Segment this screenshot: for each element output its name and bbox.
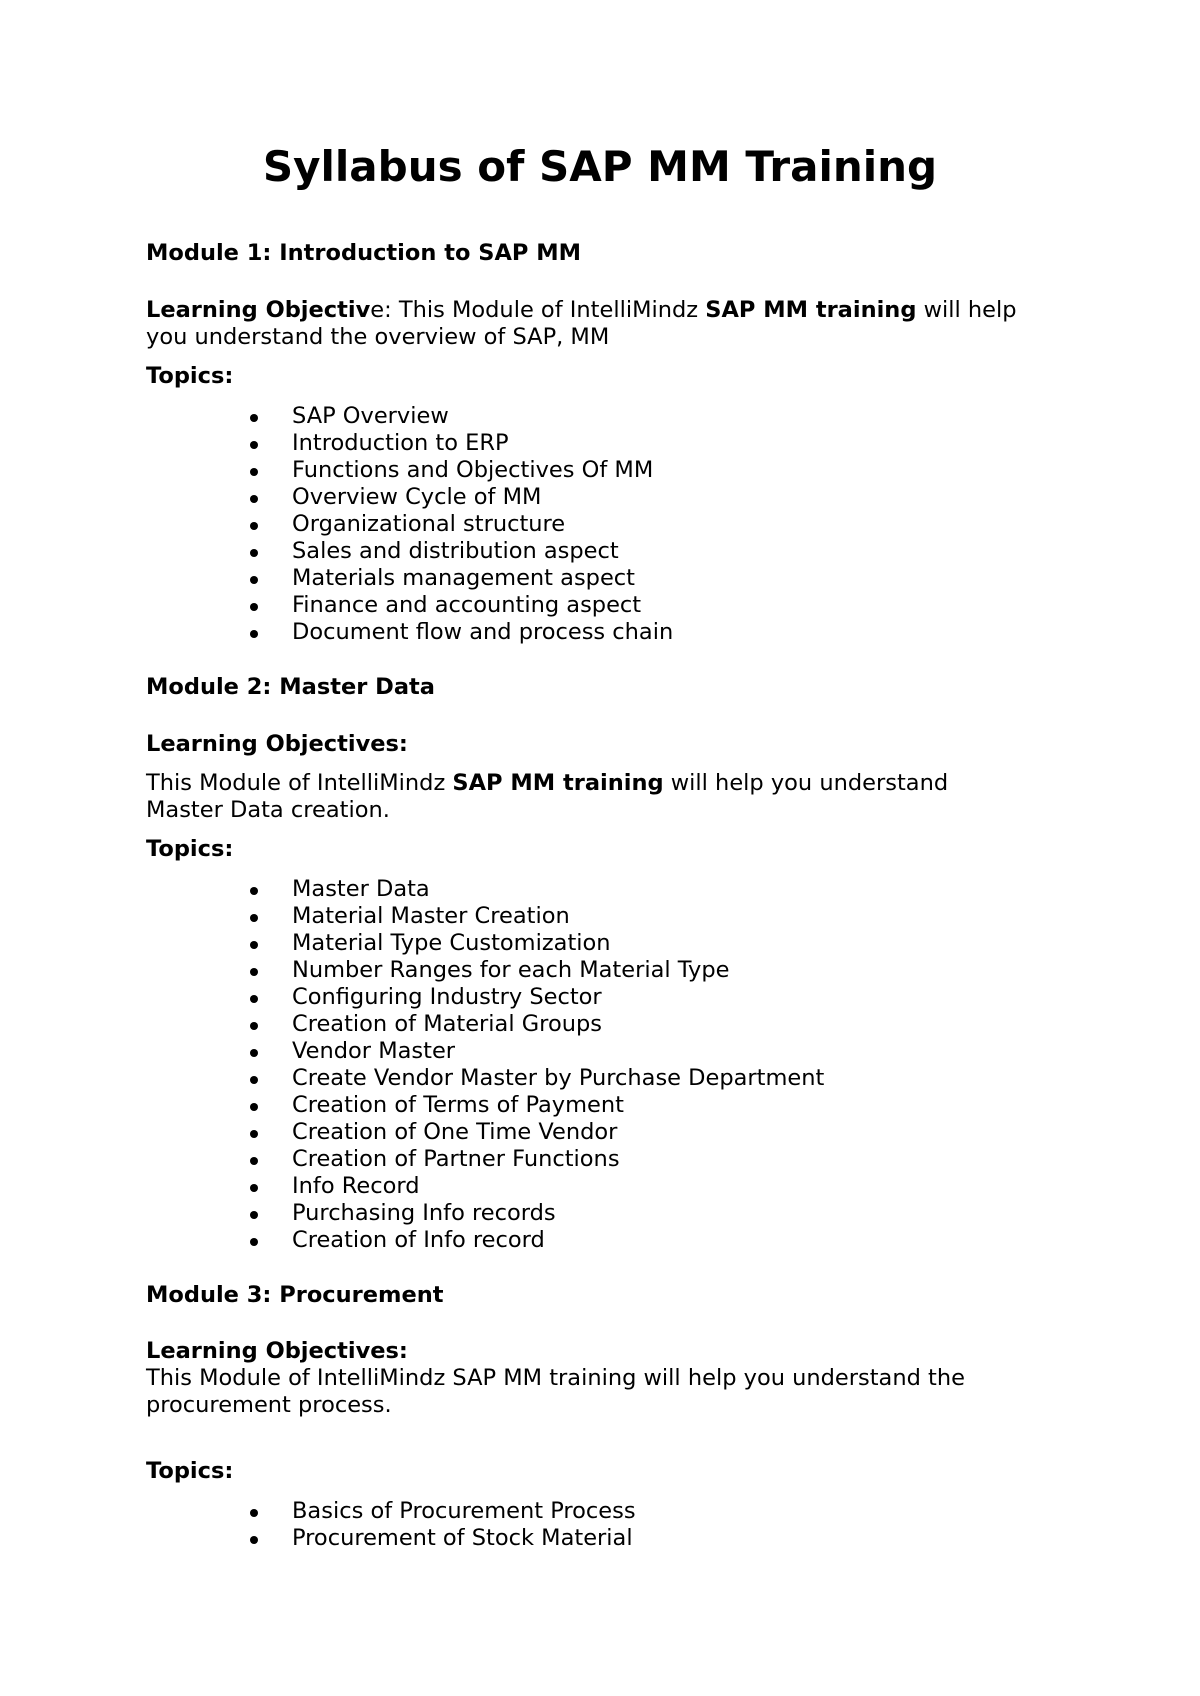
module-1-objective-pre: This Module of IntelliMindz	[391, 297, 706, 323]
bullet-icon	[250, 1238, 258, 1246]
bullet-icon	[250, 549, 258, 557]
module-1-objective-label: Learning Objectiv	[146, 297, 371, 323]
module-2-objective-post: will help you understand	[663, 770, 949, 796]
bullet-icon	[250, 1022, 258, 1030]
bullet-icon	[250, 1103, 258, 1111]
bullet-icon	[250, 1049, 258, 1057]
bullet-icon	[250, 576, 258, 584]
bullet-icon	[250, 603, 258, 611]
document-page: Syllabus of SAP MM Training Module 1: Introduction to SAP MM Learning Objective: This Module of IntelliMindz SAP MM training will help you understand the overview of SAP, MM Topics: SAP Overview Introduction to ERP Functions and Objectives Of MM Overview Cycle of MM Organizational structure Sales and distribution aspect Materials management aspect Finance and accounting aspect Document flow and process chain Module 2: Master Data Learning Objectives: This Module of IntelliMindz SAP MM training will help you understand Master Data creation. Topics: Master Data Material Master Creation Material Type Customization Number Ranges for each Material Type Configuring Industry Sector Creation of Material Groups Vendor Master Create Vendor Master by Purchase Department Creation of Terms of Payment Creation of One Time Vendor Creation of Partner Functions Info Record Purchasing Info records Creation of Info record Module 3: Procurement Learning Objectives: This Module of IntelliMindz SAP MM training will help you understand the procurement process. Topics: Basics of Procurement Process Procurement of Stock Material	[0, 0, 1200, 1696]
module-1-objective-label-tail: e:	[370, 297, 392, 323]
bullet-icon	[250, 1157, 258, 1165]
module-3-heading: Module 3: Procurement	[146, 1282, 444, 1308]
bullet-icon	[250, 1184, 258, 1192]
document-title: Syllabus of SAP MM Training	[262, 142, 938, 191]
bullet-icon	[250, 495, 258, 503]
bullet-icon	[250, 914, 258, 922]
bullet-icon	[250, 995, 258, 1003]
bullet-icon	[250, 630, 258, 638]
module-2-objective-pre: This Module of IntelliMindz	[146, 770, 453, 796]
module-2-objective-bold: SAP MM training	[452, 770, 664, 796]
bullet-icon	[250, 1211, 258, 1219]
bullet-icon	[250, 522, 258, 530]
module-3-objective-label: Learning Objectives:	[146, 1338, 408, 1364]
bullet-icon	[250, 441, 258, 449]
module-2-objective-label: Learning Objectives:	[146, 731, 408, 757]
module-2-topics-label: Topics:	[146, 836, 234, 862]
module-1-objective-bold: SAP MM training	[705, 297, 917, 323]
bullet-icon	[250, 1130, 258, 1138]
module-1-objective-line-1	[146, 297, 1017, 324]
module-2-objective-line-1	[146, 770, 948, 797]
bullet-icon	[250, 468, 258, 476]
bullet-icon	[250, 1509, 258, 1517]
module-2-heading: Module 2: Master Data	[146, 674, 435, 700]
module-1-objective-post: will help	[916, 297, 1017, 323]
module-2-objective-line-2: Master Data creation.	[146, 797, 390, 823]
module-3-objective-line-1: This Module of IntelliMindz SAP MM training will help you understand the	[146, 1365, 965, 1391]
module-3-topics-label: Topics:	[146, 1458, 234, 1484]
module-1-topics-label: Topics:	[146, 363, 234, 389]
module-3-objective-line-2: procurement process.	[146, 1392, 392, 1418]
bullet-icon	[250, 968, 258, 976]
bullet-icon	[250, 1536, 258, 1544]
bullet-icon	[250, 1076, 258, 1084]
bullet-icon	[250, 887, 258, 895]
module-1-objective-line-2: you understand the overview of SAP, MM	[146, 324, 610, 350]
module-1-heading: Module 1: Introduction to SAP MM	[146, 240, 581, 266]
bullet-icon	[250, 941, 258, 949]
bullet-icon	[250, 414, 258, 422]
